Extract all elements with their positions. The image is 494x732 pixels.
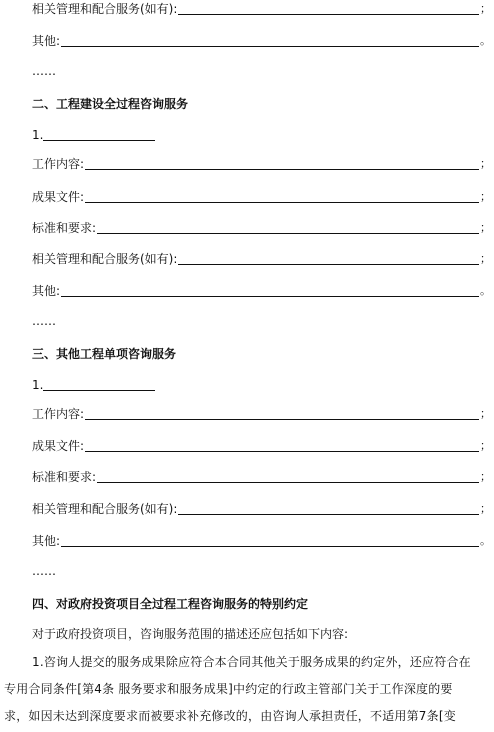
form-row-work-content bbox=[32, 155, 491, 173]
field-label: 工作内容: bbox=[32, 407, 85, 421]
blank-line[interactable] bbox=[61, 534, 479, 547]
form-row-deliverables bbox=[32, 437, 491, 455]
ellipsis: …… bbox=[32, 314, 56, 328]
item-number: 1. bbox=[32, 378, 44, 392]
row-end-punctuation: ； bbox=[480, 502, 491, 515]
row-end-punctuation: ； bbox=[480, 2, 491, 15]
ellipsis: …… bbox=[32, 64, 56, 78]
row-end-punctuation: ； bbox=[480, 470, 491, 483]
form-row-management-services bbox=[32, 250, 491, 268]
blank-line[interactable] bbox=[61, 284, 479, 297]
body-line: 1.咨询人提交的服务成果除应符合本合同其他关于服务成果的约定外，还应符合在 bbox=[32, 655, 471, 669]
item-name-blank[interactable] bbox=[43, 378, 155, 391]
form-row-standards bbox=[32, 219, 491, 237]
row-end-punctuation: ； bbox=[480, 157, 491, 170]
section-heading: 三、其他工程单项咨询服务 bbox=[32, 347, 177, 361]
field-label: 其他: bbox=[32, 284, 61, 298]
field-label: 标准和要求: bbox=[32, 221, 97, 235]
form-row-deliverables bbox=[32, 188, 491, 206]
item-number-row bbox=[32, 126, 155, 144]
body-line: 求，如因未达到深度要求而被要求补充修改的，由咨询人承担责任，不适用第7条[变 bbox=[4, 709, 456, 723]
row-end-punctuation: 。 bbox=[480, 534, 491, 547]
blank-line[interactable] bbox=[97, 470, 479, 483]
ellipsis: …… bbox=[32, 564, 56, 578]
field-label: 成果文件: bbox=[32, 190, 85, 204]
blank-line[interactable] bbox=[85, 157, 479, 170]
body-line: 专用合同条件[第4条 服务要求和服务成果]中约定的行政主管部门关于工作深度的要 bbox=[4, 682, 453, 696]
row-end-punctuation: 。 bbox=[480, 34, 491, 47]
field-label: 工作内容: bbox=[32, 157, 85, 171]
blank-line[interactable] bbox=[178, 252, 479, 265]
row-end-punctuation: ； bbox=[480, 252, 491, 265]
blank-line[interactable] bbox=[178, 2, 479, 15]
form-row-other bbox=[32, 32, 491, 50]
blank-line[interactable] bbox=[178, 502, 479, 515]
field-label: 相关管理和配合服务(如有): bbox=[32, 252, 178, 266]
row-end-punctuation: ； bbox=[480, 221, 491, 234]
item-number-row bbox=[32, 376, 155, 394]
form-row-management-services bbox=[32, 0, 491, 18]
item-number: 1. bbox=[32, 128, 44, 142]
row-end-punctuation: 。 bbox=[480, 284, 491, 297]
field-label: 标准和要求: bbox=[32, 470, 97, 484]
item-name-blank[interactable] bbox=[43, 128, 155, 141]
blank-line[interactable] bbox=[85, 439, 479, 452]
blank-line[interactable] bbox=[97, 221, 479, 234]
field-label: 相关管理和配合服务(如有): bbox=[32, 2, 178, 16]
field-label: 其他: bbox=[32, 34, 61, 48]
section-intro: 对于政府投资项目，咨询服务范围的描述还应包括如下内容: bbox=[32, 627, 349, 641]
row-end-punctuation: ； bbox=[480, 190, 491, 203]
blank-line[interactable] bbox=[85, 407, 479, 420]
form-row-management-services bbox=[32, 500, 491, 518]
field-label: 相关管理和配合服务(如有): bbox=[32, 502, 178, 516]
form-row-other bbox=[32, 282, 491, 300]
blank-line[interactable] bbox=[61, 34, 479, 47]
field-label: 成果文件: bbox=[32, 439, 85, 453]
blank-line[interactable] bbox=[85, 190, 479, 203]
section-heading: 二、工程建设全过程咨询服务 bbox=[32, 97, 189, 111]
field-label: 其他: bbox=[32, 534, 61, 548]
form-row-standards bbox=[32, 468, 491, 486]
section-heading: 四、对政府投资项目全过程工程咨询服务的特别约定 bbox=[32, 597, 309, 611]
row-end-punctuation: ； bbox=[480, 439, 491, 452]
form-row-other bbox=[32, 532, 491, 550]
form-row-work-content bbox=[32, 405, 491, 423]
row-end-punctuation: ； bbox=[480, 407, 491, 420]
